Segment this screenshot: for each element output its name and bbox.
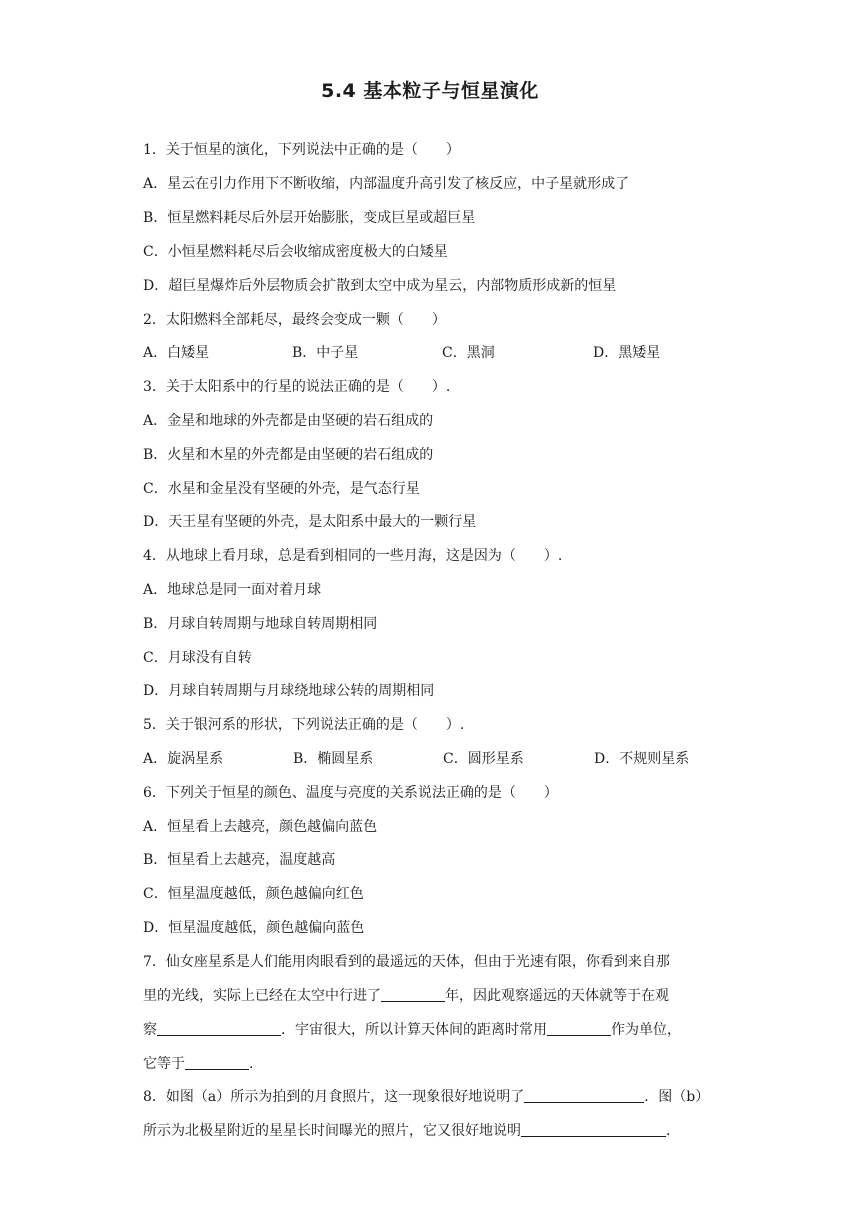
question-8-line-2 (143, 1121, 670, 1141)
answer-blank[interactable] (524, 1088, 644, 1103)
question-1-stem: 1．关于恒星的演化，下列说法中正确的是（ ） (143, 142, 460, 158)
question-5-option-c: C．圆形星系 (443, 751, 524, 767)
question-8-line-1 (143, 1087, 709, 1107)
answer-blank[interactable] (157, 1021, 281, 1036)
question-4-option-d: D．月球自转周期与月球绕地球公转的周期相同 (143, 683, 435, 699)
question-7-line-1: 7．仙女座星系是人们能用肉眼看到的最遥远的天体，但由于光速有限，你看到来自那 (143, 954, 670, 970)
question-8-text: 所示为北极星附近的星星长时间曝光的照片，它又很好地说明 (143, 1123, 521, 1139)
question-3-option-c: C．水星和金星没有坚硬的外壳，是气态行星 (143, 481, 420, 497)
question-7-text: 它等于 (143, 1056, 185, 1072)
question-6-stem: 6．下列关于恒星的颜色、温度与亮度的关系说法正确的是（ ） (143, 785, 558, 801)
question-2-stem: 2．太阳燃料全部耗尽，最终会变成一颗（ ） (143, 312, 446, 328)
question-8-text: 8．如图（a）所示为拍到的月食照片，这一现象很好地说明了 (143, 1089, 525, 1105)
question-3-option-b: B．火星和木星的外壳都是由坚硬的岩石组成的 (143, 447, 434, 463)
question-4-option-c: C．月球没有自转 (143, 650, 252, 666)
question-2-option-b: B．中子星 (292, 345, 359, 361)
question-1-option-c: C．小恒星燃料耗尽后会收缩成密度极大的白矮星 (143, 244, 448, 260)
question-2-option-a: A．白矮星 (143, 345, 210, 361)
question-1-option-b: B．恒星燃料耗尽后外层开始膨胀，变成巨星或超巨星 (143, 210, 476, 226)
question-6-option-a: A．恒星看上去越亮，颜色越偏向蓝色 (143, 819, 378, 835)
question-7-text: 里的光线，实际上已经在太空中行进了 (143, 988, 381, 1004)
question-5-stem: 5．关于银河系的形状，下列说法正确的是（ ）. (143, 717, 465, 733)
answer-blank[interactable] (381, 987, 445, 1002)
question-1-option-a: A．星云在引力作用下不断收缩，内部温度升高引发了核反应，中子星就形成了 (143, 176, 630, 192)
question-7-line-4 (143, 1054, 253, 1074)
question-6-option-b: B．恒星看上去越亮，温度越高 (143, 852, 336, 868)
question-6-option-d: D．恒星温度越低，颜色越偏向蓝色 (143, 920, 365, 936)
question-7-line-2 (143, 986, 669, 1006)
question-4-stem: 4．从地球上看月球，总是看到相同的一些月海，这是因为（ ）. (143, 548, 563, 564)
question-3-stem: 3．关于太阳系中的行星的说法正确的是（ ）. (143, 379, 451, 395)
question-5-option-a: A．旋涡星系 (143, 751, 224, 767)
question-3-option-a: A．金星和地球的外壳都是由坚硬的岩石组成的 (143, 413, 434, 429)
question-5-option-b: B．椭圆星系 (293, 751, 374, 767)
question-7-text: 作为单位， (611, 1022, 681, 1038)
question-6-option-c: C．恒星温度越低，颜色越偏向红色 (143, 886, 364, 902)
question-1-option-d: D．超巨星爆炸后外层物质会扩散到太空中成为星云，内部物质形成新的恒星 (143, 278, 617, 294)
question-8-text: . (666, 1123, 671, 1139)
question-4-option-a: A．地球总是同一面对着月球 (143, 582, 322, 598)
question-7-line-3 (143, 1020, 681, 1040)
question-4-option-b: B．月球自转周期与地球自转周期相同 (143, 616, 378, 632)
question-7-text: ．宇宙很大，所以计算天体间的距离时常用 (281, 1022, 547, 1038)
answer-blank[interactable] (185, 1055, 249, 1070)
question-7-text: 年，因此观察遥远的天体就等于在观 (445, 988, 669, 1004)
question-3-option-d: D．天王星有坚硬的外壳，是太阳系中最大的一颗行星 (143, 514, 477, 530)
answer-blank[interactable] (547, 1021, 611, 1036)
question-5-option-d: D．不规则星系 (594, 751, 690, 767)
answer-blank[interactable] (521, 1122, 666, 1137)
question-7-text: . (249, 1056, 254, 1072)
question-8-text: ．图（b） (644, 1089, 710, 1105)
question-7-text: 察 (143, 1022, 157, 1038)
question-2-option-d: D．黑矮星 (593, 345, 661, 361)
page-title: 5.4 基本粒子与恒星演化 (321, 80, 539, 102)
question-2-option-c: C．黑洞 (442, 345, 495, 361)
